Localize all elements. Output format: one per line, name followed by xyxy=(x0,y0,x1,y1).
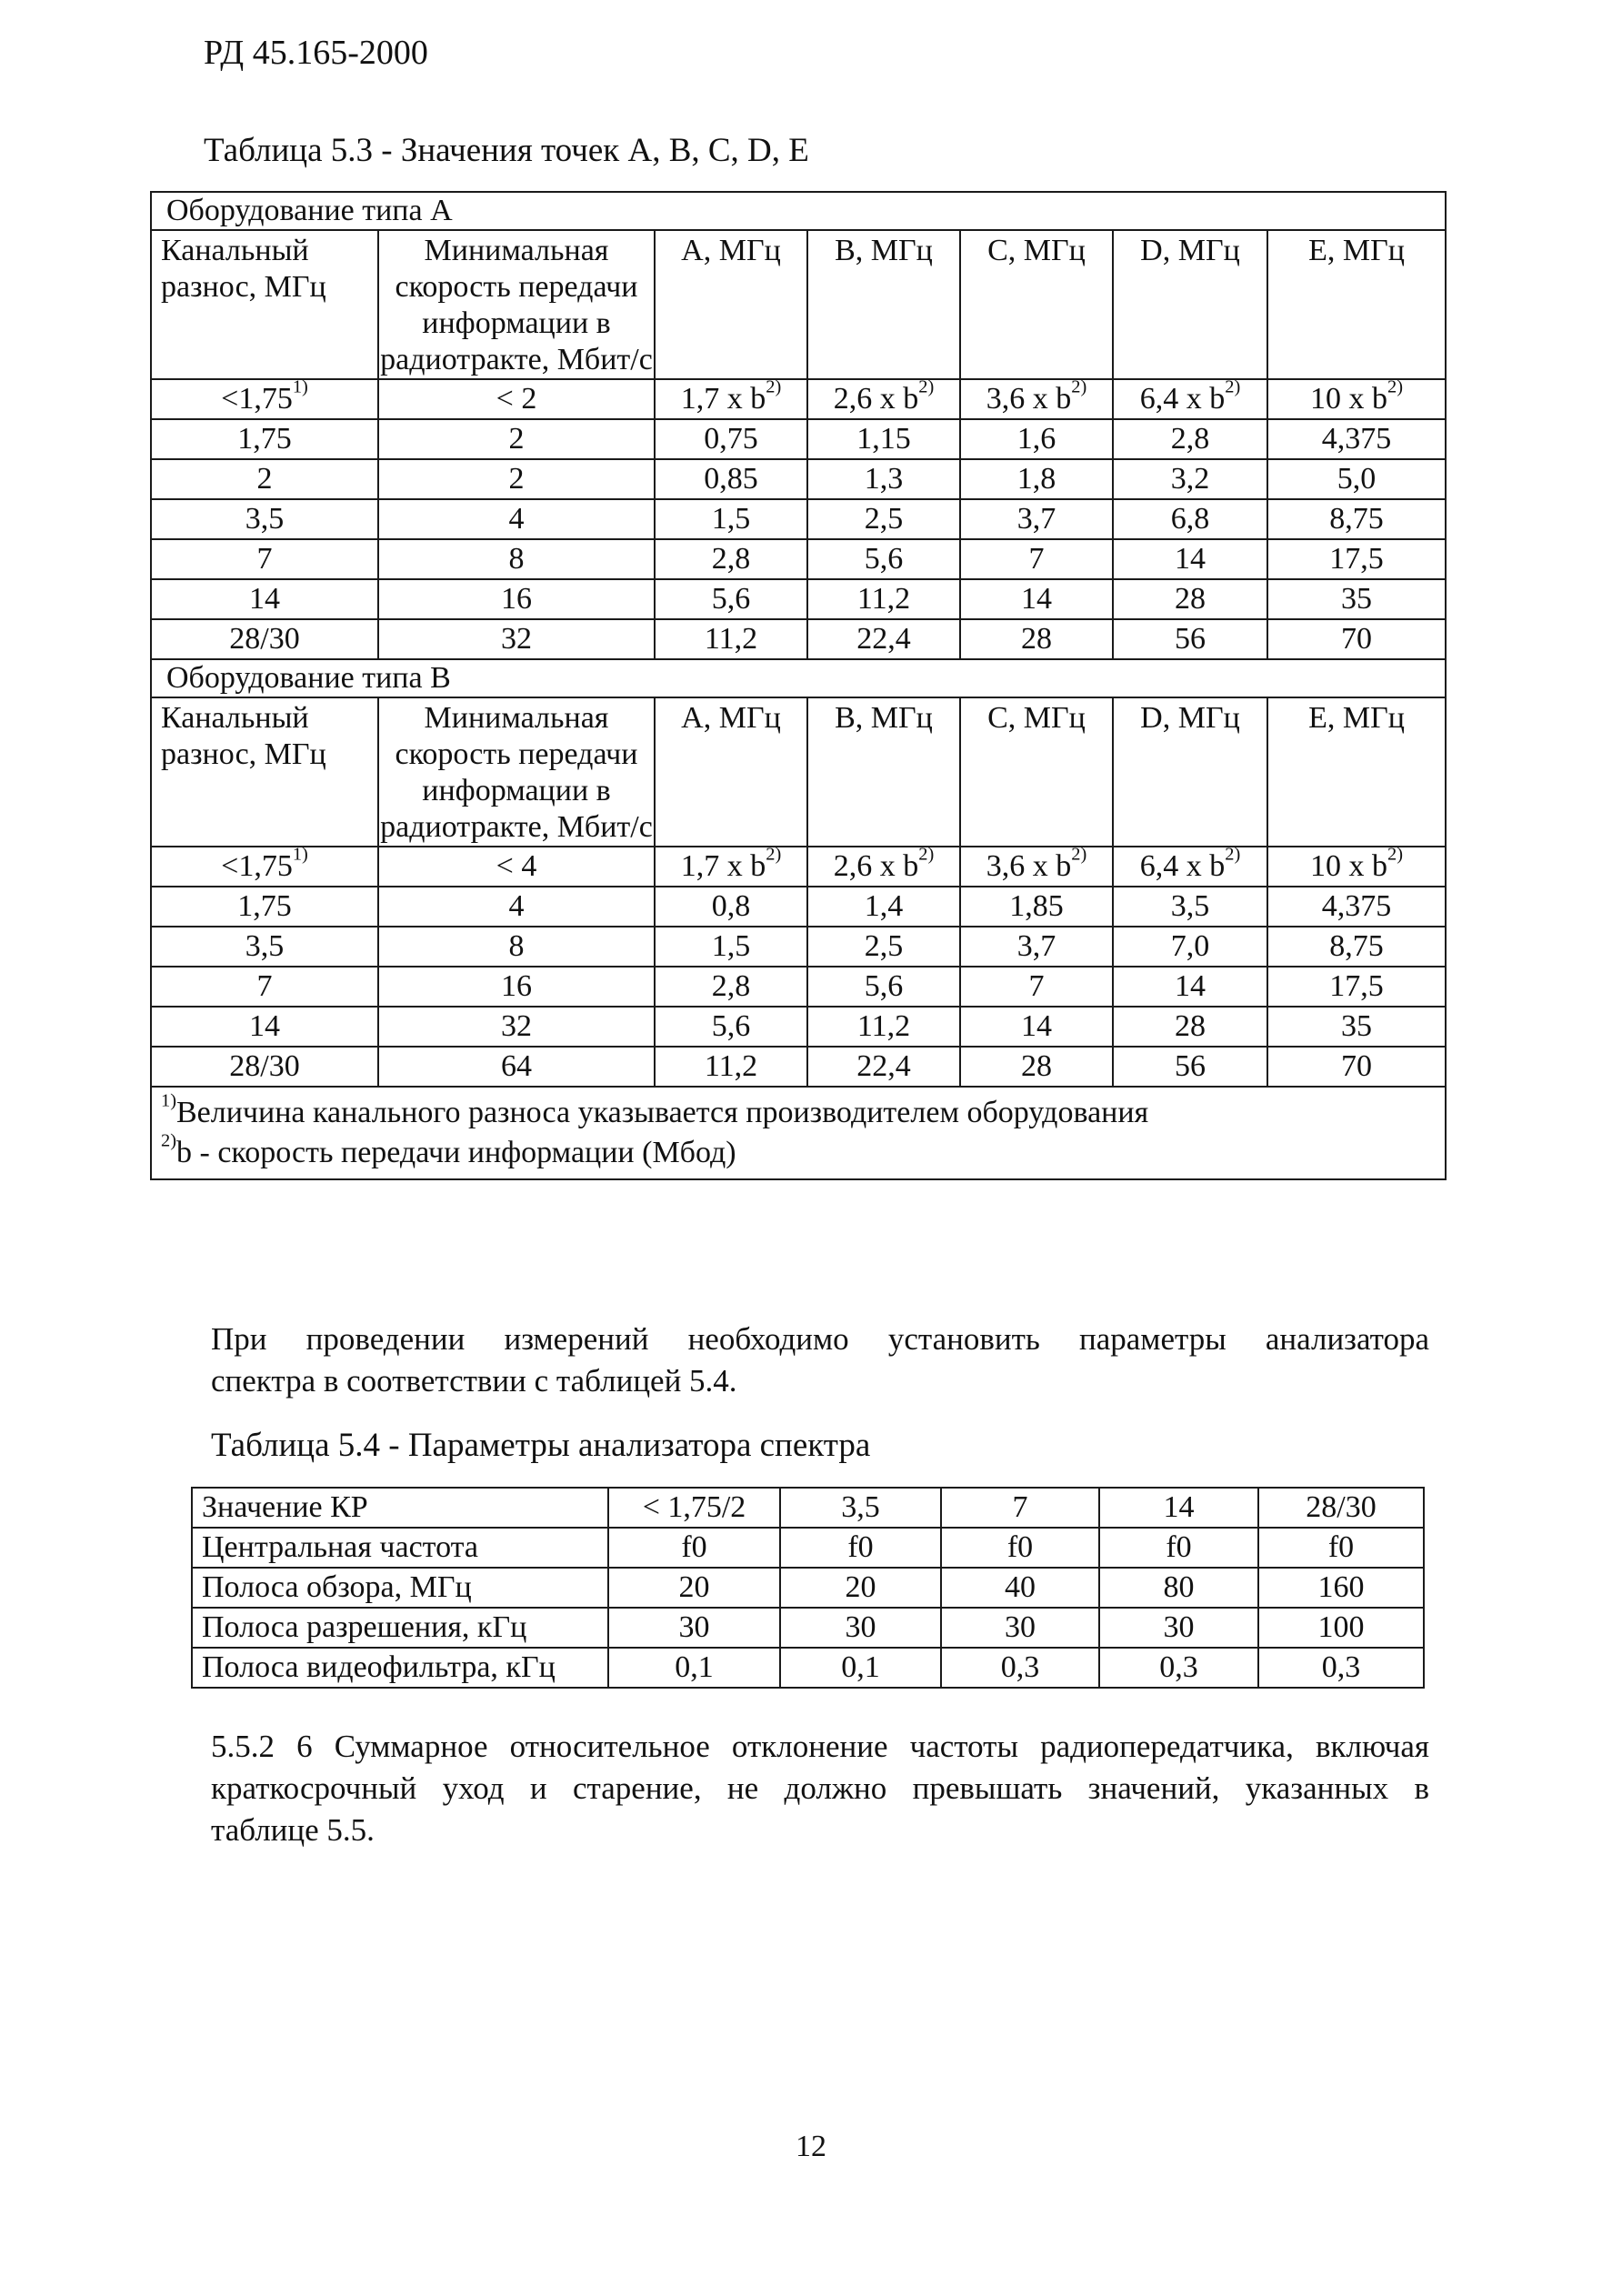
table-cell: 8,75 xyxy=(1267,927,1446,967)
footnote-mark: 2) xyxy=(161,1130,176,1151)
column-header: С, МГц xyxy=(960,230,1113,379)
table-cell: 2 xyxy=(378,459,655,499)
table-cell: 1,6 xyxy=(960,419,1113,459)
footnote-mark: 2) xyxy=(1071,844,1087,865)
table-cell xyxy=(151,844,378,887)
footnote-mark: 2) xyxy=(1071,376,1087,397)
table-cell: 14 xyxy=(960,579,1113,619)
column-header: А, МГц xyxy=(655,230,807,379)
column-header-row xyxy=(151,697,1446,847)
column-header: Канальный разнос, МГц xyxy=(151,697,378,847)
table-cell: 2,8 xyxy=(655,539,807,579)
table-row xyxy=(192,1608,1424,1648)
footnote-mark: 2) xyxy=(1387,844,1404,865)
table-row xyxy=(151,847,1446,887)
table-cell: 4,375 xyxy=(1267,887,1446,927)
table-cell: 1,85 xyxy=(960,887,1113,927)
table-cell: f0 xyxy=(1099,1528,1258,1568)
table-5-3-caption: Таблица 5.3 - Значения точек А, В, С, D, Е xyxy=(204,132,809,169)
paragraph-5-5-2 xyxy=(211,1726,1429,1851)
table-row xyxy=(192,1488,1424,1528)
table-cell: 1,3 xyxy=(807,459,960,499)
footnote-text: Величина канального разноса указывается производителем оборудования xyxy=(176,1096,1149,1129)
table-cell xyxy=(960,844,1113,887)
table-cell: 1,8 xyxy=(960,459,1113,499)
table-cell: 14 xyxy=(1113,539,1267,579)
table-cell xyxy=(1267,844,1446,887)
table-cell: 1,4 xyxy=(807,887,960,927)
table-cell: 56 xyxy=(1113,619,1267,659)
footnote-mark: 2) xyxy=(1225,844,1241,865)
footnote-mark: 2) xyxy=(766,376,782,397)
table-cell: 35 xyxy=(1267,1007,1446,1047)
footnote-mark: 2) xyxy=(1225,376,1241,397)
table-cell: 28 xyxy=(960,1047,1113,1087)
cell-text: 6,4 x b xyxy=(1139,849,1226,883)
table-cell xyxy=(1267,376,1446,419)
table-cell: 8,75 xyxy=(1267,499,1446,539)
footnote-text: b - скорость передачи информации (Мбод) xyxy=(176,1136,736,1169)
column-header: D, МГц xyxy=(1113,230,1267,379)
group-header-row xyxy=(151,192,1446,230)
table-row xyxy=(151,967,1446,1007)
table-5-3 xyxy=(150,191,1447,1180)
table-cell: 5,6 xyxy=(807,967,960,1007)
table-cell: 11,2 xyxy=(655,619,807,659)
table-cell: 11,2 xyxy=(807,1007,960,1047)
table-cell: < 2 xyxy=(378,379,655,419)
table-cell: f0 xyxy=(780,1528,941,1568)
table-cell: 28 xyxy=(1113,579,1267,619)
table-cell xyxy=(151,376,378,419)
table-5-4 xyxy=(191,1487,1425,1689)
table-row xyxy=(151,1047,1446,1087)
group-header-row xyxy=(151,659,1446,697)
table-cell: 14 xyxy=(960,1007,1113,1047)
column-header: Минимальная скорость передачи информации в радиотракте, Мбит/с xyxy=(378,697,655,847)
table-cell: 2 xyxy=(378,419,655,459)
table-cell: 0,3 xyxy=(1099,1648,1258,1688)
table-cell: 11,2 xyxy=(655,1047,807,1087)
row-label: Центральная частота xyxy=(192,1528,608,1568)
paragraph-line: спектра в соответствии с таблицей 5.4. xyxy=(211,1363,737,1399)
table-cell: 3,7 xyxy=(960,499,1113,539)
table-cell: 0,85 xyxy=(655,459,807,499)
table-cell: 3,5 xyxy=(151,499,378,539)
table-cell: 5,6 xyxy=(655,579,807,619)
table-cell xyxy=(807,844,960,887)
table-cell: 11,2 xyxy=(807,579,960,619)
table-cell: 28/30 xyxy=(1258,1488,1424,1528)
table-row xyxy=(151,459,1446,499)
table-cell: 8 xyxy=(378,539,655,579)
table-cell: 3,5 xyxy=(1113,887,1267,927)
page-number: 12 xyxy=(796,2130,826,2163)
table-cell: 1,75 xyxy=(151,887,378,927)
table-cell: 2 xyxy=(151,459,378,499)
paragraph-measurement-note xyxy=(211,1318,1429,1402)
cell-text: <1,75 xyxy=(221,849,293,883)
table-row xyxy=(151,379,1446,419)
footnote-mark: 1) xyxy=(292,376,308,397)
table-cell: 5,6 xyxy=(807,539,960,579)
column-header: D, МГц xyxy=(1113,697,1267,847)
table-cell: 100 xyxy=(1258,1608,1424,1648)
table-cell: 17,5 xyxy=(1267,539,1446,579)
table-cell: 16 xyxy=(378,967,655,1007)
row-label: Значение КР xyxy=(192,1488,608,1528)
table-cell: 3,5 xyxy=(151,927,378,967)
table-cell: 32 xyxy=(378,1007,655,1047)
table-row xyxy=(192,1568,1424,1608)
table-cell: 3,2 xyxy=(1113,459,1267,499)
table-cell xyxy=(1113,376,1267,419)
footnote-mark: 1) xyxy=(161,1090,176,1111)
column-header: В, МГц xyxy=(807,230,960,379)
table-cell: 20 xyxy=(780,1568,941,1608)
table-cell xyxy=(960,376,1113,419)
table-row xyxy=(192,1648,1424,1688)
document-code: РД 45.165-2000 xyxy=(204,34,428,72)
table-cell xyxy=(655,376,807,419)
table-cell: 8 xyxy=(378,927,655,967)
table-cell: 1,5 xyxy=(655,927,807,967)
cell-text: 1,7 x b xyxy=(680,849,766,883)
table-cell: 28 xyxy=(1113,1007,1267,1047)
table-cell: 30 xyxy=(1099,1608,1258,1648)
column-header: А, МГц xyxy=(655,697,807,847)
table-cell: < 1,75/2 xyxy=(608,1488,780,1528)
column-header-row xyxy=(151,230,1446,379)
table-cell: 40 xyxy=(941,1568,1099,1608)
table-cell: 16 xyxy=(378,579,655,619)
table-cell: 35 xyxy=(1267,579,1446,619)
table-cell: 30 xyxy=(941,1608,1099,1648)
table-cell: 22,4 xyxy=(807,619,960,659)
table-cell: 7 xyxy=(151,539,378,579)
cell-text: 3,6 x b xyxy=(986,849,1072,883)
column-header: Е, МГц xyxy=(1267,697,1446,847)
column-header: Минимальная скорость передачи информации в радиотракте, Мбит/с xyxy=(378,230,655,379)
table-cell: 14 xyxy=(1113,967,1267,1007)
table-cell: 4,375 xyxy=(1267,419,1446,459)
footnote-1 xyxy=(161,1090,1436,1133)
paragraph-line: включая краткосрочный уход и старение, не должно превышать значений, указанных в xyxy=(211,1729,1429,1806)
table-cell: 7 xyxy=(960,539,1113,579)
table-cell: 5,6 xyxy=(655,1007,807,1047)
table-cell xyxy=(655,844,807,887)
table-cell: 3,7 xyxy=(960,927,1113,967)
table-cell: 0,75 xyxy=(655,419,807,459)
table-cell: 7,0 xyxy=(1113,927,1267,967)
table-cell: 56 xyxy=(1113,1047,1267,1087)
table-cell: 14 xyxy=(1099,1488,1258,1528)
paragraph-line: 5.5.2 6 Суммарное относительное отклонение частоты радиопередатчика, xyxy=(211,1729,1294,1764)
table-cell: 4 xyxy=(378,887,655,927)
table-cell xyxy=(1113,844,1267,887)
table-cell xyxy=(807,376,960,419)
footnote-2 xyxy=(161,1130,1436,1173)
table-cell: 64 xyxy=(378,1047,655,1087)
footnote-mark: 2) xyxy=(918,376,935,397)
table-cell: 0,3 xyxy=(941,1648,1099,1688)
cell-text: 6,4 x b xyxy=(1139,382,1226,416)
table-row xyxy=(192,1528,1424,1568)
cell-text: 10 x b xyxy=(1310,849,1388,883)
group-title: Оборудование типа А xyxy=(151,192,1446,230)
table-row xyxy=(151,579,1446,619)
column-header: Канальный разнос, МГц xyxy=(151,230,378,379)
paragraph-line: таблице 5.5. xyxy=(211,1812,375,1848)
table-cell: 14 xyxy=(151,1007,378,1047)
table-5-4-caption: Таблица 5.4 - Параметры анализатора спектра xyxy=(211,1427,871,1464)
table-row xyxy=(151,499,1446,539)
column-header: Е, МГц xyxy=(1267,230,1446,379)
table-cell: 28/30 xyxy=(151,619,378,659)
footnote-mark: 2) xyxy=(1387,376,1404,397)
footnotes xyxy=(151,1087,1446,1179)
table-cell: f0 xyxy=(608,1528,780,1568)
footnote-mark: 1) xyxy=(292,844,308,865)
footnote-mark: 2) xyxy=(918,844,935,865)
cell-text: 2,6 x b xyxy=(833,849,919,883)
table-row xyxy=(151,927,1446,967)
table-cell: 0,3 xyxy=(1258,1648,1424,1688)
cell-text: 3,6 x b xyxy=(986,382,1072,416)
table-cell: 4 xyxy=(378,499,655,539)
table-cell: 0,1 xyxy=(608,1648,780,1688)
table-cell: 0,8 xyxy=(655,887,807,927)
table-cell: 32 xyxy=(378,619,655,659)
cell-text: 2,6 x b xyxy=(833,382,919,416)
cell-text: 1,7 x b xyxy=(680,382,766,416)
table-cell: 14 xyxy=(151,579,378,619)
table-cell: f0 xyxy=(1258,1528,1424,1568)
table-cell: 28/30 xyxy=(151,1047,378,1087)
table-cell: 2,8 xyxy=(655,967,807,1007)
table-cell: 2,5 xyxy=(807,927,960,967)
table-cell: 160 xyxy=(1258,1568,1424,1608)
table-cell: 17,5 xyxy=(1267,967,1446,1007)
footnote-mark: 2) xyxy=(766,844,782,865)
table-cell: 20 xyxy=(608,1568,780,1608)
table-cell: 0,1 xyxy=(780,1648,941,1688)
table-cell: f0 xyxy=(941,1528,1099,1568)
table-cell: 70 xyxy=(1267,619,1446,659)
row-label: Полоса разрешения, кГц xyxy=(192,1608,608,1648)
table-cell: 6,8 xyxy=(1113,499,1267,539)
table-row xyxy=(151,1007,1446,1047)
table-cell: 30 xyxy=(608,1608,780,1648)
table-row xyxy=(151,887,1446,927)
footnotes-row xyxy=(151,1087,1446,1179)
table-cell: 1,5 xyxy=(655,499,807,539)
table-cell: < 4 xyxy=(378,847,655,887)
table-cell: 28 xyxy=(960,619,1113,659)
table-cell: 7 xyxy=(960,967,1113,1007)
column-header: В, МГц xyxy=(807,697,960,847)
row-label: Полоса обзора, МГц xyxy=(192,1568,608,1608)
table-row xyxy=(151,539,1446,579)
cell-text: 10 x b xyxy=(1310,382,1388,416)
table-row xyxy=(151,619,1446,659)
paragraph-line: При проведении измерений необходимо установить параметры анализатора xyxy=(211,1321,1429,1357)
table-cell: 7 xyxy=(151,967,378,1007)
table-cell: 3,5 xyxy=(780,1488,941,1528)
row-label: Полоса видеофильтра, кГц xyxy=(192,1648,608,1688)
column-header: С, МГц xyxy=(960,697,1113,847)
group-title: Оборудование типа В xyxy=(151,659,1446,697)
table-cell: 30 xyxy=(780,1608,941,1648)
table-cell: 7 xyxy=(941,1488,1099,1528)
table-cell: 80 xyxy=(1099,1568,1258,1608)
table-cell: 22,4 xyxy=(807,1047,960,1087)
table-cell: 1,75 xyxy=(151,419,378,459)
table-cell: 1,15 xyxy=(807,419,960,459)
table-cell: 2,5 xyxy=(807,499,960,539)
table-row xyxy=(151,419,1446,459)
table-cell: 70 xyxy=(1267,1047,1446,1087)
table-cell: 2,8 xyxy=(1113,419,1267,459)
cell-text: <1,75 xyxy=(221,382,293,416)
table-cell: 5,0 xyxy=(1267,459,1446,499)
